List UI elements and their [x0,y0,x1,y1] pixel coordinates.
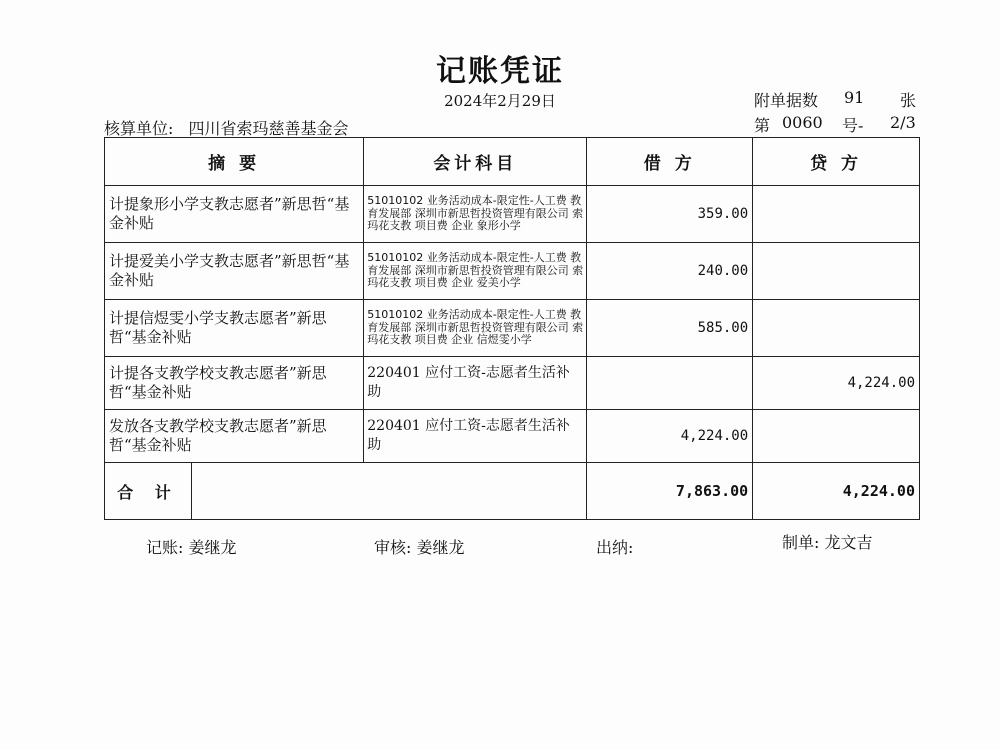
unit-name: 四川省索玛慈善基金会 [188,119,349,138]
header-debit: 借 方 [587,138,753,186]
reviewer-name: 姜继龙 [416,538,465,557]
reviewer-label: 审核: [374,538,412,557]
voucher-no-suffix: 号- [842,116,864,135]
table-row [105,300,920,357]
row-credit [753,300,920,357]
header-account: 会计科目 [364,138,587,186]
table-total-row [105,463,920,520]
reviewer-signature [374,535,465,558]
header-summary: 摘 要 [105,138,364,186]
attach-count: 91 [844,88,865,107]
preparer-name: 龙文吉 [824,533,873,552]
row-credit [753,243,920,300]
table-row [105,410,920,463]
table-row [105,243,920,300]
bookkeeper-signature [146,535,237,558]
row-credit [753,410,920,463]
row-account: 51010102 业务活动成本-限定性-人工费 教育发展部 深圳市新思哲投资管理有限公司 索玛花支教 项目费 企业 信煜雯小学 [364,300,587,357]
bookkeeper-label: 记账: [146,538,184,557]
preparer-signature [782,530,873,553]
unit-label: 核算单位: [104,119,174,138]
attach-label: 附单据数 [754,91,819,110]
total-debit: 7,863.00 [587,463,753,520]
cashier-signature [596,535,633,558]
voucher-page: 2/3 [890,113,916,132]
row-summary: 计提爱美小学支教志愿者”新思哲“基金补贴 [105,243,364,300]
bookkeeper-name: 姜继龙 [188,538,237,557]
row-debit [587,357,753,410]
voucher-title: 记账凭证 [436,54,564,89]
accounting-unit [104,116,349,139]
table-row [105,186,920,243]
total-cell [105,463,587,520]
table-header-row [105,138,920,186]
header-credit: 贷 方 [753,138,920,186]
total-label: 合 计 [105,463,192,519]
voucher-date: 2024年2月29日 [444,92,556,110]
row-debit: 4,224.00 [587,410,753,463]
row-debit: 240.00 [587,243,753,300]
row-summary: 发放各支教学校支教志愿者”新思哲“基金补贴 [105,410,364,463]
row-summary: 计提各支教学校支教志愿者”新思哲“基金补贴 [105,357,364,410]
preparer-label: 制单: [782,533,820,552]
row-credit [753,186,920,243]
voucher-no-value: 0060 [782,113,823,132]
row-debit: 359.00 [587,186,753,243]
row-summary: 计提象形小学支教志愿者”新思哲“基金补贴 [105,186,364,243]
cashier-label: 出纳: [596,538,634,557]
row-credit: 4,224.00 [753,357,920,410]
total-credit: 4,224.00 [753,463,920,520]
row-summary: 计提信煜雯小学支教志愿者”新思哲“基金补贴 [105,300,364,357]
row-debit: 585.00 [587,300,753,357]
row-account: 51010102 业务活动成本-限定性-人工费 教育发展部 深圳市新思哲投资管理有限公司 索玛花支教 项目费 企业 象形小学 [364,186,587,243]
row-account: 220401 应付工资-志愿者生活补助 [364,410,587,463]
voucher-table [104,137,920,520]
row-account: 220401 应付工资-志愿者生活补助 [364,357,587,410]
row-account: 51010102 业务活动成本-限定性-人工费 教育发展部 深圳市新思哲投资管理有限公司 索玛花支教 项目费 企业 爱美小学 [364,243,587,300]
table-row [105,357,920,410]
attach-unit: 张 [900,91,917,110]
voucher-no-label: 第 [754,116,771,135]
